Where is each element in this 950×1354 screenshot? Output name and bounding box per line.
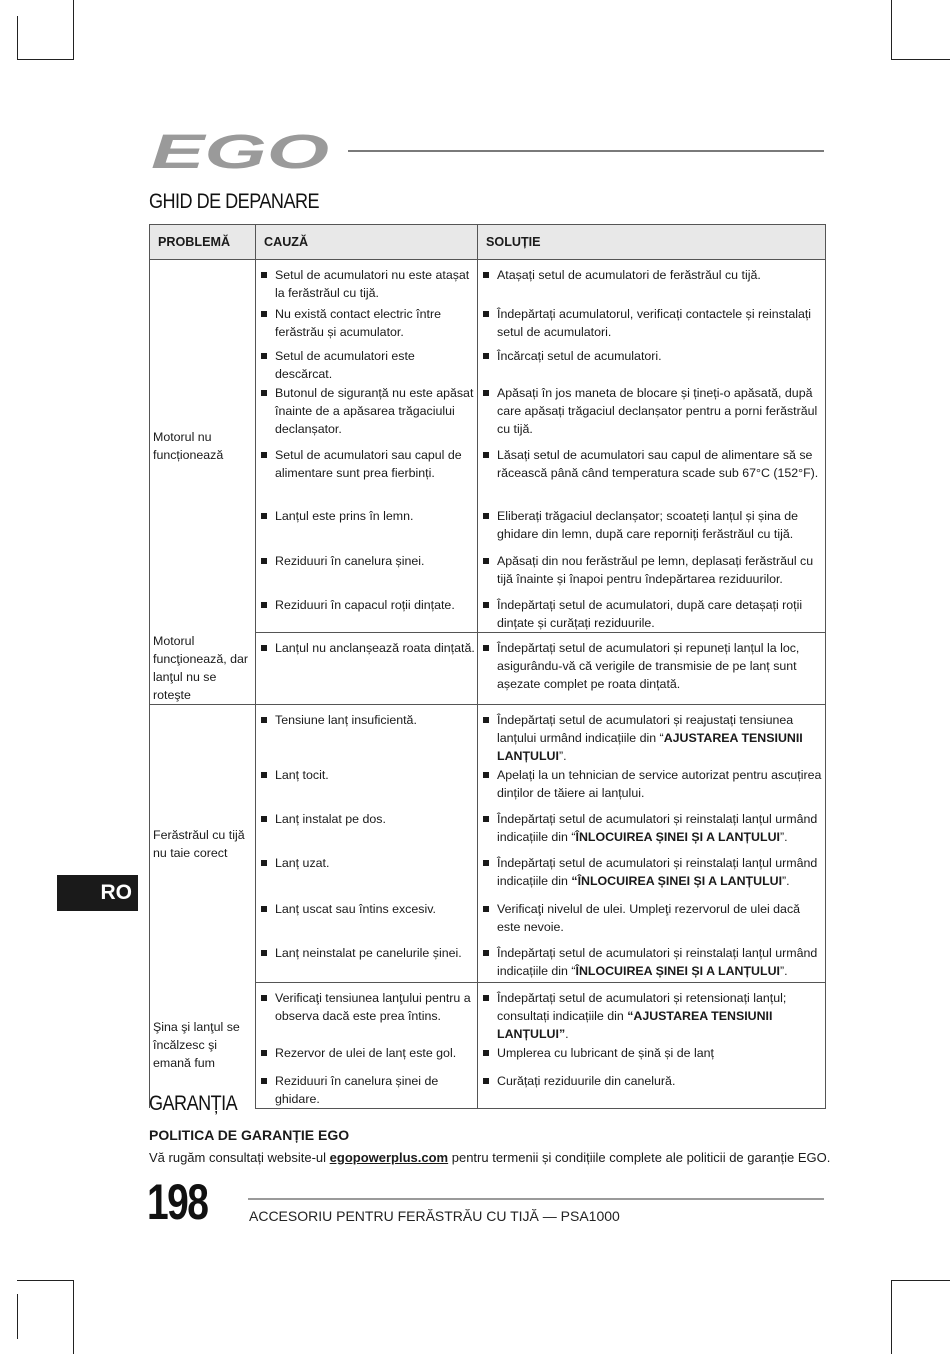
solution-bullet	[478, 766, 825, 802]
cause-bullet	[256, 854, 477, 872]
solution-text-part: Îndepărtați setul de acumulatori și reinstalați lanțul urmând indicațiile din “	[497, 812, 818, 844]
crop-mark	[73, 0, 74, 60]
table-row	[150, 632, 826, 705]
cause-cell	[256, 551, 478, 595]
solution-text-part: Îndepărtați setul de acumulatori și reajustați tensiunea lanțului urmând indicațiile din “	[497, 713, 794, 745]
problem-cell: Şina şi lanţul se încălzesc şi emană fum	[150, 982, 256, 1108]
bullet-icon	[483, 772, 489, 778]
solution-bullet	[478, 347, 825, 365]
solution-bullet	[478, 305, 825, 341]
cause-text: Reziduuri în capacul roții dințate.	[275, 597, 455, 612]
solution-text: Apăsați în jos maneta de blocare și țineți-o apăsată, după care apăsați trăgaciul declanșator pentru a porni ferăstrăul cu tijă.	[497, 385, 818, 436]
cause-cell	[256, 304, 478, 346]
bullet-icon	[261, 1050, 267, 1056]
solution-text	[497, 810, 823, 846]
bullet-icon	[483, 558, 489, 564]
bullet-icon	[483, 906, 489, 912]
solution-bold-reference: “ÎNLOCUIREA ȘINEI ȘI A LANȚULUI	[571, 874, 783, 888]
solution-text: Apelați la un tehnician de service autorizat pentru ascuțirea dinților de tăiere ai lanțului.	[497, 768, 822, 800]
solution-cell	[478, 383, 826, 445]
solution-bullet	[478, 384, 825, 438]
solution-text: Îndepărtați acumulatorul, verificați contactele și reinstalați setul de acumulatori.	[497, 306, 812, 339]
bullet-icon	[261, 816, 267, 822]
solution-text: Apăsați din nou ferăstrăul pe lemn, deplasați ferăstrăul cu tijă înainte și înapoi pentru îndepărtarea reziduurilor.	[497, 553, 814, 586]
solution-bullet	[478, 1044, 825, 1062]
solution-bullet	[478, 989, 825, 1043]
solution-text-part: .	[565, 1026, 569, 1041]
solution-text	[497, 944, 823, 980]
cause-cell	[256, 1071, 478, 1109]
cause-text: Lanț tocit.	[275, 768, 329, 782]
cause-cell	[256, 383, 478, 445]
crop-mark	[17, 16, 18, 60]
bullet-icon	[261, 772, 267, 778]
solution-cell	[478, 943, 826, 982]
cause-text: Lanț uzat.	[275, 856, 330, 870]
solution-bullet	[478, 507, 825, 543]
solution-bullet	[478, 944, 825, 980]
problem-cell: Motorul nu funcționează	[150, 260, 256, 633]
cause-bullet	[256, 639, 477, 657]
cause-text: Setul de acumulatori este descărcat.	[275, 348, 415, 381]
bullet-icon	[483, 311, 489, 317]
solution-text-part: Îndepărtați setul de acumulatori și reinstalați lanțul urmând indicațiile din “	[497, 946, 818, 978]
bullet-icon	[261, 513, 267, 519]
crop-mark	[891, 59, 950, 60]
solution-cell	[478, 346, 826, 383]
bullet-icon	[261, 272, 267, 278]
solution-cell	[478, 595, 826, 633]
cause-cell	[256, 765, 478, 809]
cause-bullet	[256, 900, 477, 918]
solution-bullet	[478, 266, 825, 284]
solution-text-part: ”.	[779, 830, 788, 844]
footer-rule	[248, 1198, 824, 1200]
bullet-icon	[261, 950, 267, 956]
cause-cell	[256, 705, 478, 766]
solution-text: Îndepărtați setul de acumulatori, după care detașați roții dințate și curățați reziduurile.	[497, 597, 803, 630]
page-number: 198	[147, 1174, 208, 1230]
cause-text: Lanț instalat pe dos.	[275, 812, 386, 826]
bullet-icon	[261, 558, 267, 564]
cause-cell	[256, 1043, 478, 1071]
cause-bullet	[256, 384, 477, 438]
crop-mark	[73, 1280, 74, 1354]
bullet-icon	[483, 860, 489, 866]
cause-cell	[256, 853, 478, 899]
problem-cell: Motorul funcţionează, dar lanţul nu se roteşte	[150, 632, 256, 705]
bullet-icon	[261, 995, 267, 1001]
bullet-icon	[261, 906, 267, 912]
cause-cell	[256, 632, 478, 705]
solution-bold-reference: “AJUSTAREA TENSIUNII LANȚULUI”	[497, 1008, 773, 1041]
cause-text: Nu există contact electric între ferăstrău și acumulator.	[275, 306, 441, 339]
solution-text: Verificaţi nivelul de ulei. Umpleţi rezervorul de ulei dacă este nevoie.	[497, 902, 801, 934]
cause-bullet	[256, 1072, 477, 1108]
warranty-link[interactable]: egopowerplus.com	[329, 1150, 449, 1165]
solution-text	[497, 854, 823, 890]
cause-bullet	[256, 446, 477, 482]
ego-logo-text: EGO	[151, 128, 329, 172]
troubleshooting-table	[149, 224, 826, 1109]
warranty-title: GARANȚIA	[149, 1092, 238, 1115]
ego-logo	[149, 128, 331, 172]
cause-cell	[256, 346, 478, 383]
bullet-icon	[261, 353, 267, 359]
solution-cell	[478, 853, 826, 899]
solution-cell	[478, 1071, 826, 1109]
solution-bold-reference: ÎNLOCUIREA ȘINEI ȘI A LANȚULUI	[575, 964, 780, 978]
cause-cell	[256, 809, 478, 853]
warranty-text-post: pentru termenii și condițiile complete ale politicii de garanție EGO.	[448, 1150, 831, 1165]
cause-text: Butonul de siguranță nu este apăsat înainte de a apăsarea trăgaciului declanșator.	[275, 385, 474, 436]
cause-cell	[256, 445, 478, 506]
solution-text: Încărcați setul de acumulatori.	[497, 348, 662, 363]
bullet-icon	[483, 390, 489, 396]
warranty-text-pre: Vă rugăm consultați website-ul	[149, 1150, 330, 1165]
bullet-icon	[483, 452, 489, 458]
crop-mark	[891, 1280, 950, 1281]
cause-text: Lanțul nu anclanșează roata dințată.	[275, 640, 475, 655]
table-row	[150, 260, 826, 304]
solution-cell	[478, 304, 826, 346]
solution-text-part: ”.	[558, 749, 567, 763]
table-row	[150, 705, 826, 766]
cause-text: Verificaţi tensiunea lanţului pentru a observa dacă este prea întins.	[275, 990, 471, 1023]
cause-bullet	[256, 766, 477, 784]
bullet-icon	[483, 1078, 489, 1084]
crop-mark	[17, 59, 74, 60]
table-row	[150, 982, 826, 1043]
solution-cell	[478, 1043, 826, 1071]
solution-text	[497, 711, 823, 765]
header-solution: SOLUȚIE	[478, 225, 826, 260]
solution-cell	[478, 765, 826, 809]
bullet-icon	[483, 513, 489, 519]
crop-mark	[891, 1280, 892, 1354]
bullet-icon	[483, 272, 489, 278]
solution-bold-reference: ÎNLOCUIREA ȘINEI ȘI A LANȚULUI	[575, 830, 780, 844]
cause-bullet	[256, 305, 477, 341]
solution-bullet	[478, 552, 825, 588]
cause-bullet	[256, 347, 477, 383]
solution-cell	[478, 809, 826, 853]
bullet-icon	[483, 950, 489, 956]
cause-text: Tensiune lanț insuficientă.	[275, 713, 417, 727]
solution-text-part: Îndepărtați setul de acumulatori și reinstalați lanțul urmând indicațiile din	[497, 856, 818, 888]
bullet-icon	[483, 717, 489, 723]
cause-cell	[256, 943, 478, 982]
cause-text: Lanțul este prins în lemn.	[275, 508, 414, 523]
solution-text: Atașați setul de acumulatori de ferăstrăul cu tijă.	[497, 268, 761, 282]
troubleshooting-title: GHID DE DEPANARE	[149, 190, 320, 213]
solution-bullet	[478, 1072, 825, 1090]
language-tab: RO	[57, 875, 138, 911]
cause-text: Rezervor de ulei de lanț este gol.	[275, 1045, 457, 1060]
cause-cell	[256, 899, 478, 943]
solution-text: Lăsați setul de acumulatori sau capul de alimentare să se răcească până când temperatura scade sub 67°C (152°F).	[497, 447, 819, 480]
crop-mark	[891, 0, 892, 60]
cause-text: Setul de acumulatori nu este atașat la ferăstrăul cu tijă.	[275, 268, 470, 300]
cause-bullet	[256, 711, 477, 729]
cause-cell	[256, 982, 478, 1043]
cause-bullet	[256, 989, 477, 1025]
cause-bullet	[256, 266, 477, 302]
solution-bullet	[478, 446, 825, 482]
solution-bullet	[478, 711, 825, 765]
solution-bold-reference: AJUSTAREA TENSIUNII LANȚULUI	[497, 731, 803, 763]
cause-bullet	[256, 507, 477, 525]
solution-cell	[478, 899, 826, 943]
bullet-icon	[483, 645, 489, 651]
cause-bullet	[256, 552, 477, 570]
bullet-icon	[261, 602, 267, 608]
bullet-icon	[261, 311, 267, 317]
header-cause: CAUZĂ	[256, 225, 478, 260]
solution-bullet	[478, 596, 825, 632]
bullet-icon	[261, 390, 267, 396]
solution-text: Îndepărtați setul de acumulatori și repuneți lanțul la loc, asigurându-vă că verigile de transmisie de pe lanț sunt așezate complet pe roata dințată.	[497, 640, 800, 691]
solution-text: Eliberați trăgaciul declanșator; scoateți lanțul și șina de ghidare din lemn, după care reporniți ferăstrăul cu tijă.	[497, 508, 798, 541]
solution-text-part: ”.	[782, 874, 790, 888]
footer-product: ACCESORIU PENTRU FERĂSTRĂU CU TIJĂ — PSA1000	[249, 1208, 620, 1224]
solution-cell	[478, 506, 826, 551]
problem-cell: Ferăstrăul cu tijă nu taie corect	[150, 705, 256, 983]
cause-bullet	[256, 810, 477, 828]
solution-bullet	[478, 900, 825, 936]
cause-bullet	[256, 1044, 477, 1062]
table-header-row	[150, 225, 826, 260]
bullet-icon	[483, 1050, 489, 1056]
solution-text	[497, 989, 823, 1043]
solution-cell	[478, 551, 826, 595]
bullet-icon	[261, 1078, 267, 1084]
bullet-icon	[483, 816, 489, 822]
solution-text-part: ”.	[779, 964, 788, 978]
cause-text: Reziduuri în canelura șinei.	[275, 553, 425, 568]
solution-cell	[478, 445, 826, 506]
solution-text: Curățați reziduurile din canelură.	[497, 1073, 676, 1088]
solution-cell	[478, 705, 826, 766]
solution-bullet	[478, 639, 825, 693]
cause-cell	[256, 506, 478, 551]
crop-mark	[17, 1294, 18, 1339]
cause-bullet	[256, 944, 477, 962]
cause-text: Lanț neinstalat pe canelurile șinei.	[275, 946, 462, 960]
header-rule	[348, 150, 824, 152]
cause-bullet	[256, 596, 477, 614]
cause-text: Reziduuri în canelura șinei de ghidare.	[275, 1073, 439, 1106]
bullet-icon	[483, 995, 489, 1001]
solution-text-part: Îndepărtați setul de acumulatori și retensionați lanțul; consultați indicațiile din	[497, 990, 787, 1023]
bullet-icon	[261, 452, 267, 458]
solution-text: Umplerea cu lubricant de șină și de lanț	[497, 1045, 714, 1060]
bullet-icon	[483, 353, 489, 359]
solution-cell	[478, 982, 826, 1043]
bullet-icon	[261, 645, 267, 651]
bullet-icon	[483, 602, 489, 608]
cause-text: Lanț uscat sau întins excesiv.	[275, 902, 436, 916]
cause-text: Setul de acumulatori sau capul de alimentare sunt prea fierbinți.	[275, 447, 462, 480]
warranty-policy-title: POLITICA DE GARANȚIE EGO	[149, 1127, 350, 1143]
solution-cell	[478, 632, 826, 705]
solution-bullet	[478, 854, 825, 890]
solution-cell	[478, 260, 826, 304]
header-problem: PROBLEMĂ	[150, 225, 256, 260]
cause-cell	[256, 260, 478, 304]
bullet-icon	[261, 860, 267, 866]
warranty-text	[149, 1150, 830, 1165]
solution-bullet	[478, 810, 825, 846]
bullet-icon	[261, 717, 267, 723]
crop-mark	[17, 1280, 74, 1281]
cause-cell	[256, 595, 478, 633]
